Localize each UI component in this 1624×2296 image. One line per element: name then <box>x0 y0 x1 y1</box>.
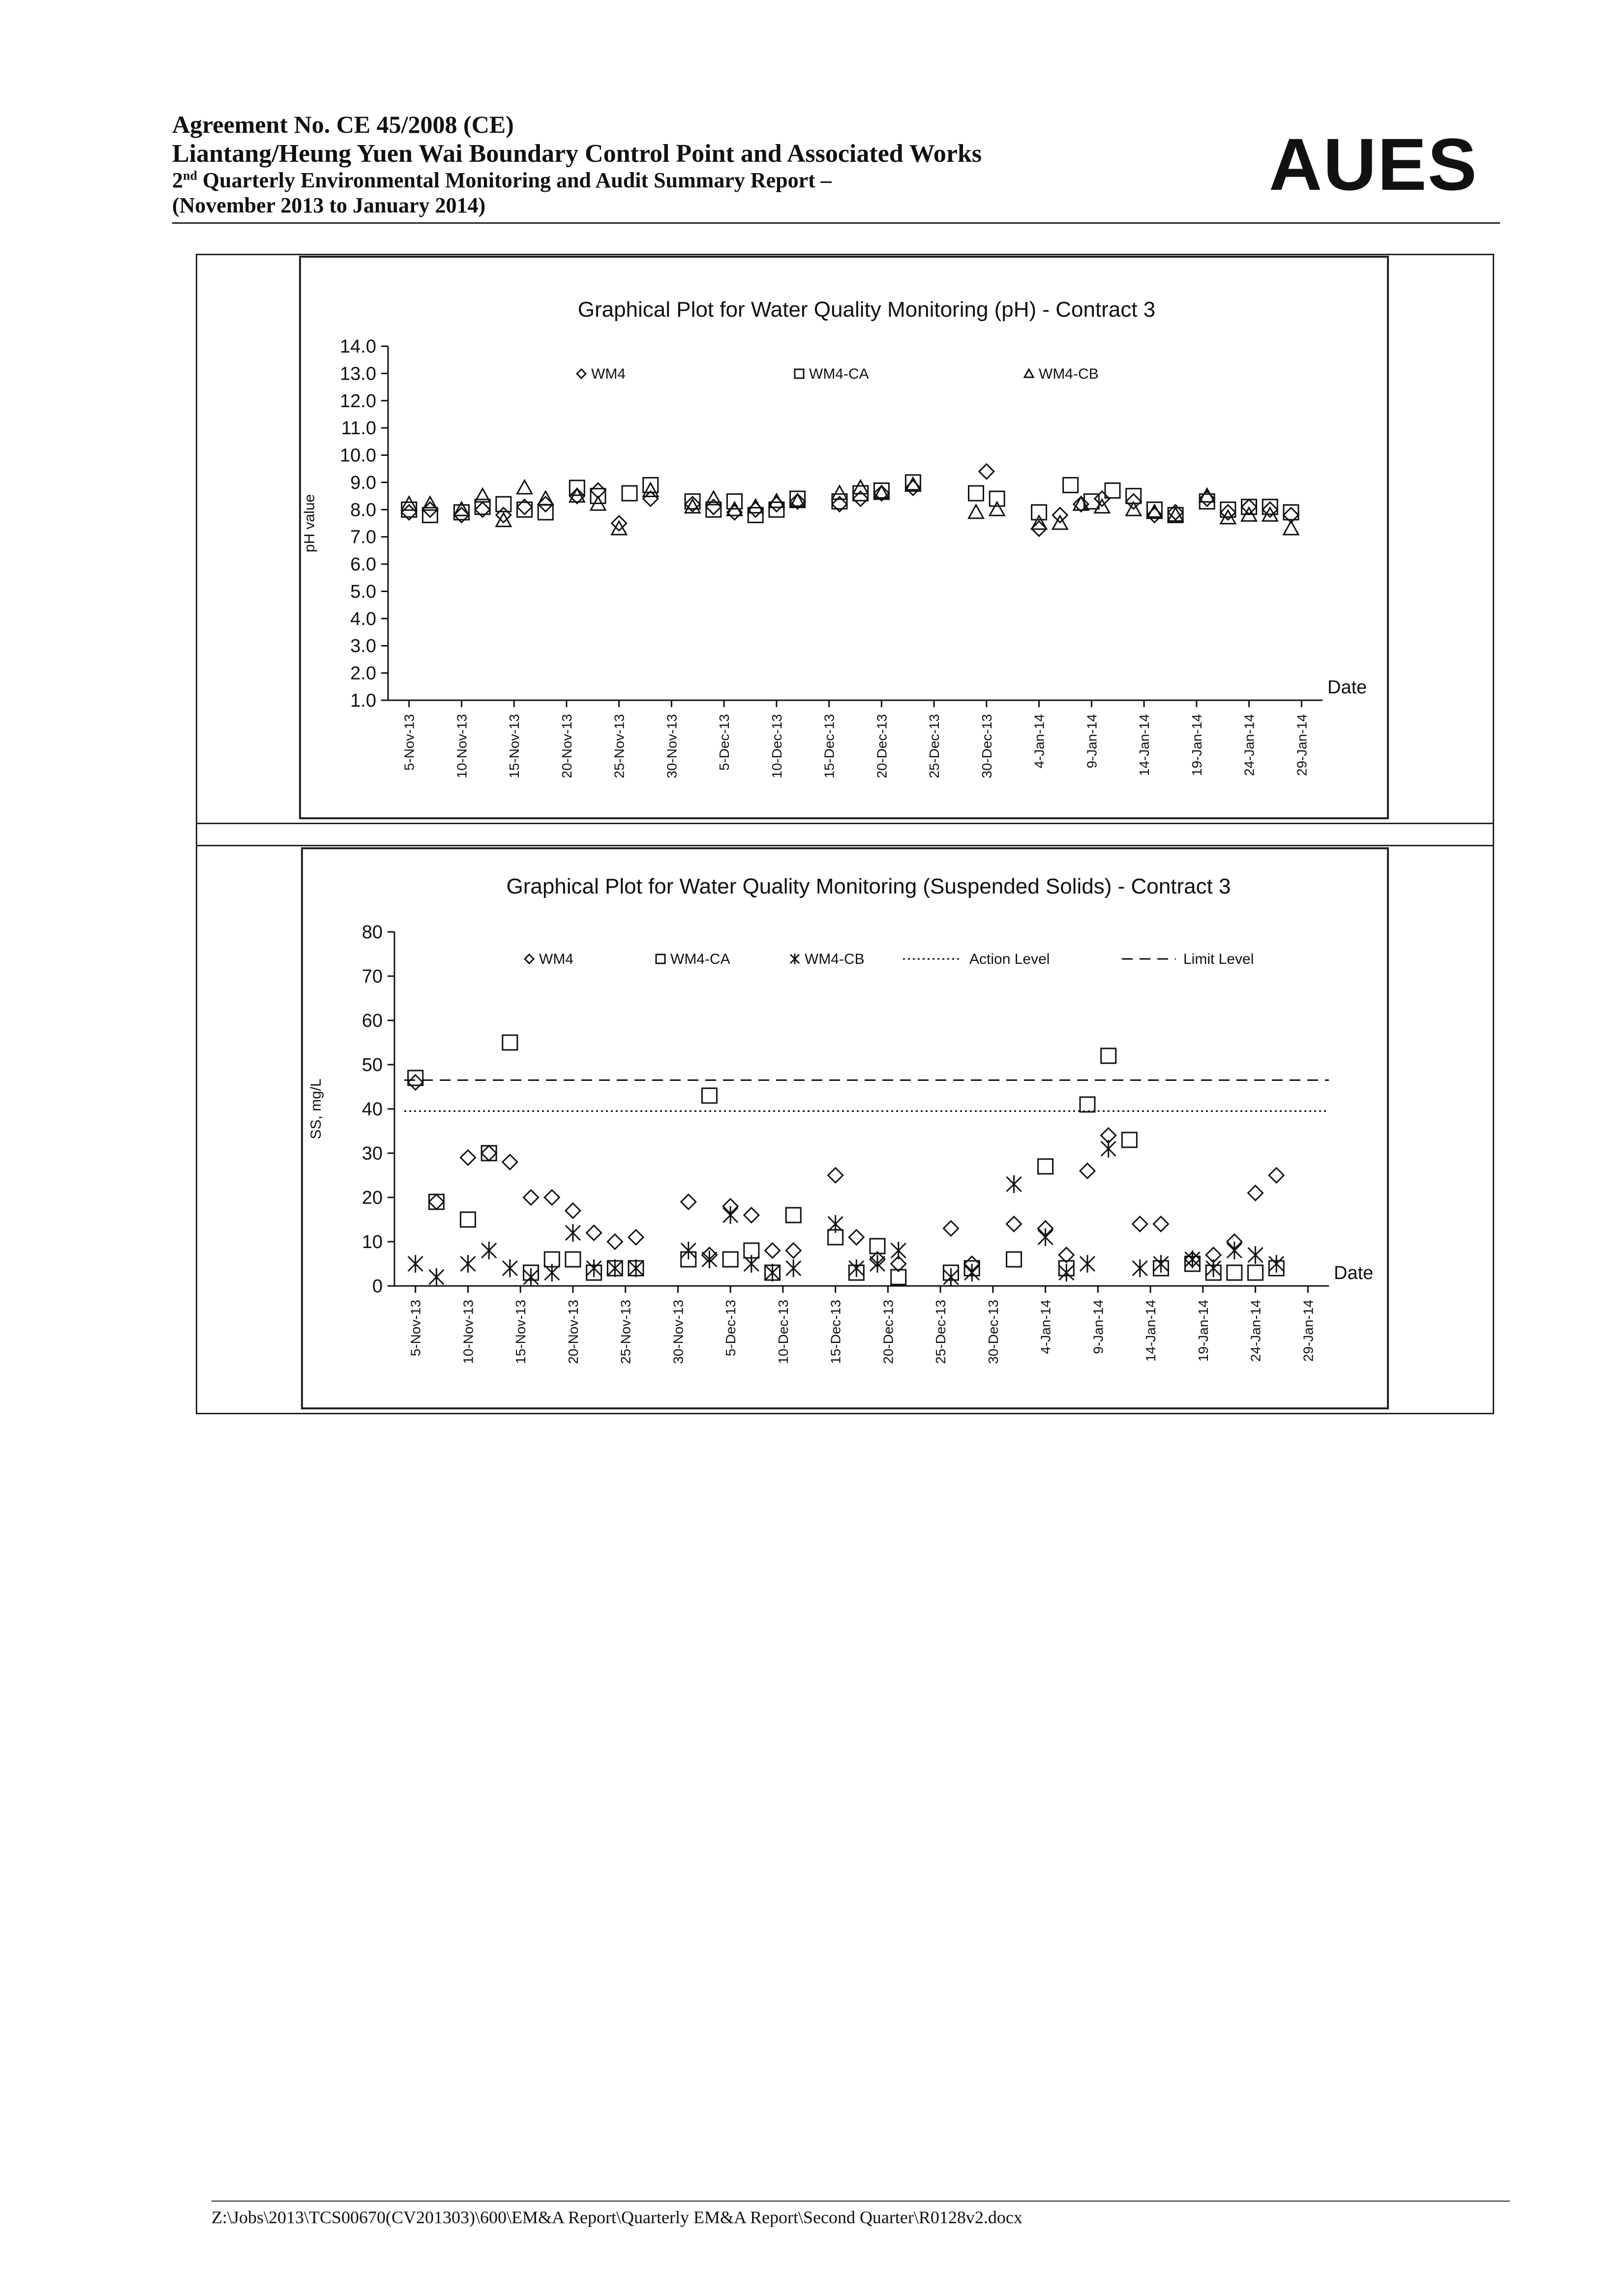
data-point <box>681 1242 696 1259</box>
ss-axes <box>362 922 1329 1364</box>
x-tick-label: 24-Jan-14 <box>1241 714 1257 776</box>
ss-chart <box>303 849 1387 1407</box>
legend-marker <box>1024 369 1033 377</box>
x-tick-label: 14-Jan-14 <box>1137 714 1152 776</box>
report-title-rest: Quarterly Environmental Monitoring and Audit Summary Report – <box>197 168 832 193</box>
report-title-ordinal: 2 <box>172 168 183 193</box>
x-tick-label: 9-Jan-14 <box>1084 714 1100 769</box>
data-point <box>891 1242 906 1259</box>
data-point <box>587 1225 601 1240</box>
x-tick-label: 5-Dec-13 <box>717 714 732 771</box>
ss-reference-lines <box>404 1080 1329 1111</box>
x-tick-label: 19-Jan-14 <box>1189 714 1204 776</box>
legend-marker <box>656 954 665 963</box>
x-tick-label: 4-Jan-14 <box>1038 1300 1053 1354</box>
data-point <box>1133 1259 1147 1277</box>
y-tick-label: 40 <box>361 1099 383 1120</box>
legend-label: WM4-CB <box>1039 366 1099 382</box>
agreement-number: Agreement No. CE 45/2008 (CE) <box>172 111 514 138</box>
x-tick-label: 29-Jan-14 <box>1294 714 1310 776</box>
y-tick-label: 80 <box>361 922 383 943</box>
data-point <box>481 1146 496 1161</box>
data-point <box>1007 1175 1022 1193</box>
ss-legend <box>525 951 1254 967</box>
y-tick-label: 60 <box>361 1011 383 1031</box>
data-point <box>1185 1251 1200 1268</box>
data-point <box>990 502 1004 515</box>
data-point <box>1080 1097 1095 1112</box>
x-tick-label: 15-Nov-13 <box>513 1300 529 1364</box>
data-point <box>408 1255 423 1273</box>
data-point <box>481 1242 496 1259</box>
y-tick-label: 30 <box>361 1143 383 1164</box>
data-point <box>612 521 627 535</box>
data-point <box>524 1190 539 1205</box>
data-point <box>1248 1186 1263 1200</box>
report-title-ordinal-suffix: nd <box>183 168 197 183</box>
ph-data-points <box>402 464 1298 536</box>
legend-label: Limit Level <box>1183 951 1254 967</box>
x-tick-label: 5-Dec-13 <box>723 1300 739 1357</box>
x-tick-label: 20-Nov-13 <box>565 1300 581 1364</box>
data-point <box>874 486 889 499</box>
data-point <box>408 1071 423 1085</box>
data-point <box>1153 1217 1168 1231</box>
data-point <box>1101 1140 1116 1158</box>
ph-chart-title: Graphical Plot for Water Quality Monitoring (pH) - Contract 3 <box>577 298 1156 322</box>
data-point <box>1101 1048 1116 1063</box>
ss-chart-frame <box>301 847 1389 1409</box>
x-tick-label: 25-Dec-13 <box>927 714 942 778</box>
x-tick-label: 15-Dec-13 <box>828 1300 843 1364</box>
y-tick-label: 4.0 <box>350 608 376 629</box>
data-point <box>1153 1255 1168 1273</box>
data-point <box>969 486 984 501</box>
y-tick-label: 13.0 <box>340 363 376 385</box>
x-tick-label: 30-Dec-13 <box>979 714 994 778</box>
ph-chart <box>301 258 1387 817</box>
y-tick-label: 14.0 <box>340 336 376 357</box>
data-point <box>429 1268 444 1286</box>
y-tick-label: 10 <box>361 1232 383 1252</box>
y-tick-label: 8.0 <box>350 500 376 521</box>
project-title: Liantang/Heung Yuen Wai Boundary Control Point and Associated Works <box>172 139 982 168</box>
data-point <box>964 1264 979 1282</box>
ss-y-axis-label: SS, mg/L <box>308 1078 324 1139</box>
x-tick-label: 10-Nov-13 <box>460 1300 476 1364</box>
legend-marker <box>790 954 799 964</box>
aues-logo: AUES <box>1269 123 1478 206</box>
data-point <box>828 1215 843 1233</box>
data-point <box>1007 1217 1022 1231</box>
footer-rule <box>211 2201 1510 2202</box>
x-tick-label: 25-Dec-13 <box>933 1300 949 1364</box>
data-point <box>607 1259 622 1277</box>
data-point <box>990 491 1004 506</box>
x-tick-label: 25-Nov-13 <box>618 1300 633 1364</box>
data-point <box>1122 1133 1137 1147</box>
x-tick-label: 24-Jan-14 <box>1248 1300 1263 1362</box>
y-tick-label: 70 <box>361 966 383 987</box>
file-path-footer: Z:\Jobs\2013\TCS00670(CV201303)\600\EM&A Report\Quarterly EM&A Report\Second Quarter\R0128v2.docx <box>211 2207 1023 2227</box>
legend-label: WM4-CA <box>809 366 869 382</box>
data-point <box>1080 1163 1095 1178</box>
data-point <box>744 1255 759 1273</box>
data-point <box>765 1264 780 1282</box>
data-point <box>566 1224 580 1242</box>
data-point <box>723 1206 738 1224</box>
data-point <box>1032 505 1047 520</box>
x-tick-label: 30-Nov-13 <box>664 714 680 778</box>
data-point <box>1038 1159 1053 1174</box>
data-point <box>943 1221 958 1236</box>
data-point <box>524 1268 539 1286</box>
legend-label: WM4-CA <box>670 951 730 967</box>
data-point <box>1059 1264 1074 1282</box>
y-tick-label: 12.0 <box>340 390 376 412</box>
data-point <box>622 486 637 501</box>
ss-x-axis-label: Date <box>1334 1263 1374 1283</box>
x-tick-label: 30-Nov-13 <box>670 1300 686 1364</box>
ph-chart-frame <box>299 256 1389 819</box>
data-point <box>702 1088 717 1103</box>
data-point <box>786 1243 801 1258</box>
data-point <box>1269 1168 1284 1183</box>
x-tick-label: 30-Dec-13 <box>985 1300 1001 1364</box>
y-tick-label: 3.0 <box>350 636 376 657</box>
data-point <box>503 1155 517 1169</box>
x-tick-label: 5-Nov-13 <box>408 1300 423 1357</box>
legend-marker <box>577 369 586 378</box>
x-tick-label: 15-Dec-13 <box>821 714 837 778</box>
data-point <box>481 1146 496 1161</box>
y-tick-label: 50 <box>361 1055 383 1075</box>
legend-label: WM4 <box>539 951 573 967</box>
table-row-divider-1 <box>196 823 1494 824</box>
data-point <box>1133 1217 1147 1231</box>
x-tick-label: 20-Nov-13 <box>559 714 574 778</box>
data-point <box>1038 1228 1053 1246</box>
data-point <box>496 497 511 511</box>
data-point <box>786 1259 801 1277</box>
x-tick-label: 15-Nov-13 <box>507 714 522 778</box>
data-point <box>460 1212 475 1227</box>
ph-legend <box>577 366 1099 382</box>
y-tick-label: 11.0 <box>341 418 376 439</box>
y-tick-label: 10.0 <box>340 445 376 466</box>
data-point <box>1063 477 1078 492</box>
data-point <box>790 494 805 507</box>
x-tick-label: 10-Nov-13 <box>454 714 470 778</box>
data-point <box>765 1243 780 1258</box>
data-point <box>629 1230 643 1245</box>
data-point <box>496 513 511 526</box>
legend-label: WM4 <box>591 366 626 382</box>
legend-label: Action Level <box>969 951 1050 967</box>
ss-chart-title: Graphical Plot for Water Quality Monitoring (Suspended Solids) - Contract 3 <box>506 874 1231 898</box>
data-point <box>643 483 658 497</box>
ph-axes <box>340 336 1323 778</box>
data-point <box>1206 1259 1221 1277</box>
y-tick-label: 20 <box>361 1188 383 1208</box>
data-point <box>544 1264 559 1282</box>
legend-label: WM4-CB <box>805 951 865 967</box>
data-point <box>517 480 532 494</box>
data-point <box>723 1252 738 1267</box>
data-point <box>503 1035 517 1050</box>
ph-y-axis-label: pH value <box>301 494 318 553</box>
data-point <box>429 1194 444 1209</box>
x-tick-label: 25-Nov-13 <box>611 714 627 778</box>
data-point <box>544 1190 559 1205</box>
x-tick-label: 9-Jan-14 <box>1090 1300 1106 1354</box>
x-tick-label: 19-Jan-14 <box>1195 1300 1211 1362</box>
x-tick-label: 10-Dec-13 <box>769 714 784 778</box>
table-row-divider-2 <box>196 845 1494 846</box>
data-point <box>570 489 584 504</box>
data-point <box>1080 1255 1095 1273</box>
y-tick-label: 1.0 <box>350 690 376 711</box>
legend-marker <box>525 954 534 963</box>
x-tick-label: 29-Jan-14 <box>1300 1300 1316 1362</box>
data-point <box>643 477 658 492</box>
y-tick-label: 9.0 <box>350 472 376 493</box>
y-tick-label: 7.0 <box>350 527 376 548</box>
data-point <box>681 1194 696 1209</box>
data-point <box>1227 1265 1242 1280</box>
data-point <box>607 1234 622 1249</box>
data-point <box>969 505 984 518</box>
data-point <box>460 1255 475 1273</box>
data-point <box>460 1150 475 1165</box>
data-point <box>402 497 417 510</box>
x-tick-label: 10-Dec-13 <box>775 1300 791 1364</box>
x-tick-label: 4-Jan-14 <box>1031 714 1047 769</box>
data-point <box>849 1259 864 1277</box>
data-point <box>1248 1265 1263 1280</box>
y-tick-label: 2.0 <box>350 663 376 684</box>
data-point <box>496 507 511 522</box>
data-point <box>566 1252 580 1267</box>
y-tick-label: 0 <box>372 1276 383 1297</box>
data-point <box>1007 1252 1022 1267</box>
report-period: (November 2013 to January 2014) <box>172 193 486 217</box>
x-tick-label: 14-Jan-14 <box>1143 1300 1159 1362</box>
y-tick-label: 5.0 <box>350 581 376 602</box>
legend-marker <box>795 369 804 378</box>
data-point <box>612 516 627 531</box>
ph-x-axis-label: Date <box>1327 677 1367 698</box>
data-point <box>943 1268 958 1286</box>
data-point <box>629 1259 643 1277</box>
ss-data-points <box>408 1035 1284 1286</box>
data-point <box>503 1259 517 1277</box>
y-tick-label: 6.0 <box>350 554 376 575</box>
data-point <box>408 1075 423 1090</box>
x-tick-label: 5-Nov-13 <box>401 714 417 771</box>
data-point <box>828 1168 843 1183</box>
data-point <box>429 1194 444 1209</box>
data-point <box>1074 497 1088 510</box>
x-tick-label: 20-Dec-13 <box>880 1300 896 1364</box>
data-point <box>1269 1255 1284 1273</box>
data-point <box>870 1255 885 1273</box>
data-point <box>587 1259 601 1277</box>
data-point <box>786 1208 801 1223</box>
data-point <box>744 1208 759 1223</box>
data-point <box>1248 1246 1263 1264</box>
data-point <box>566 1203 580 1218</box>
data-point <box>702 1251 717 1268</box>
x-tick-label: 20-Dec-13 <box>874 714 890 778</box>
data-point <box>979 464 994 479</box>
data-point <box>1227 1242 1242 1259</box>
data-point <box>849 1230 864 1245</box>
header-rule <box>172 222 1500 224</box>
